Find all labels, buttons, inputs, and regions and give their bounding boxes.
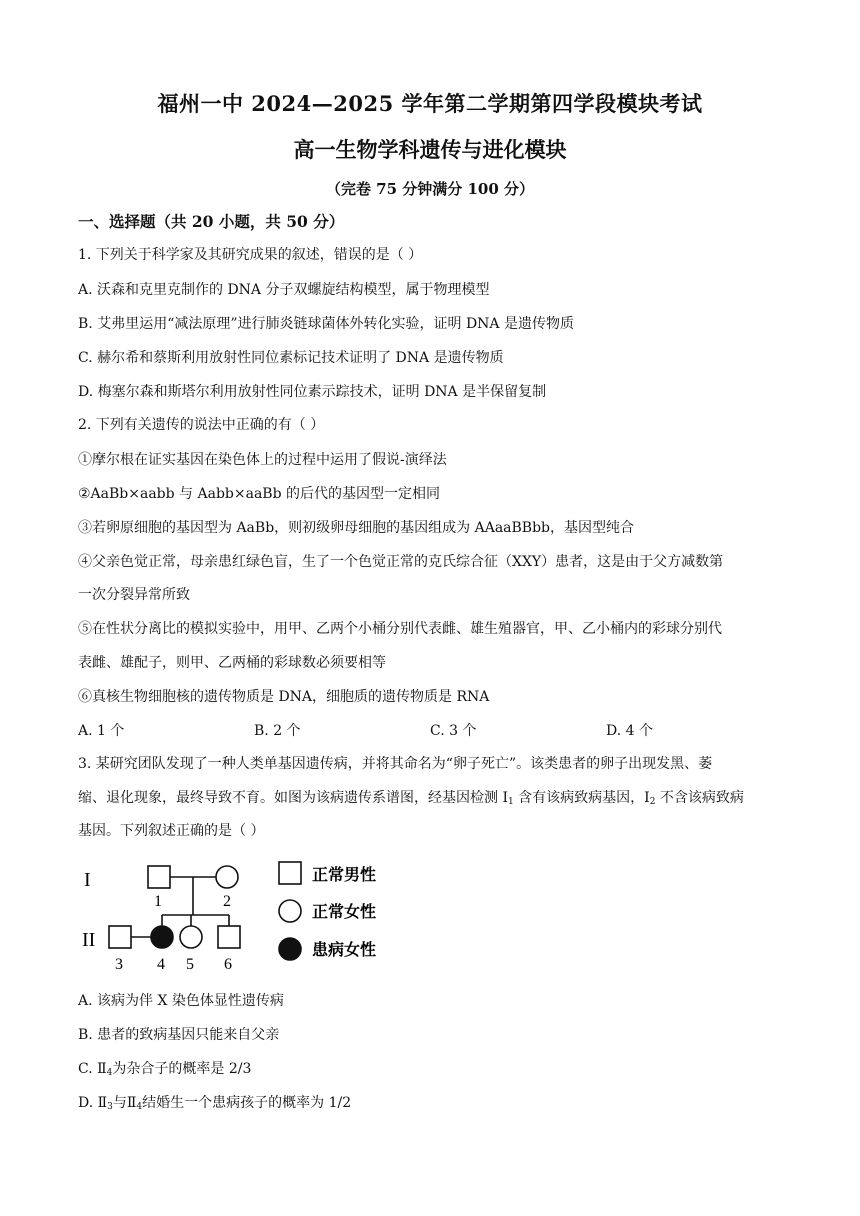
exam-subtitle: 高一生物学科遗传与进化模块 xyxy=(293,137,567,162)
q2-option-c: C. 3 个 xyxy=(430,723,477,739)
q2-statement-1: ①摩尔根在证实基因在染色体上的过程中运用了假说-演绎法 xyxy=(78,452,447,468)
q3-stem-line2: 缩、退化现象，最终导致不育。如图为该病遗传系谱图，经基因检测 $I_1$ 含有该病致病基因，$I_2$ 不含该病致病 xyxy=(78,790,744,807)
q3-stem-line3: 基因。下列叙述正确的是（ ） xyxy=(78,823,265,839)
exam-info: （完卷 75 分钟满分 100 分） xyxy=(325,180,535,198)
q2-stem: 2. 下列有关遗传的说法中正确的有（ ） xyxy=(78,417,325,433)
individual-II6-male xyxy=(218,926,240,948)
label-6: 6 xyxy=(224,956,232,973)
q1-option-d: D. 梅塞尔森和斯塔尔利用放射性同位素示踪技术，证明 DNA 是半保留复制 xyxy=(78,384,547,400)
pedigree-chart xyxy=(78,850,408,980)
exam-title: 福州一中 2024—2025 学年第二学期第四学段模块考试 xyxy=(157,91,703,116)
individual-I1-male xyxy=(148,866,170,888)
legend-female-label: 正常女性 xyxy=(312,904,377,921)
generation-1-label: I xyxy=(84,869,91,891)
label-1: 1 xyxy=(154,893,162,910)
individual-II4-affected-female xyxy=(151,926,173,948)
legend-affected-symbol xyxy=(279,938,301,960)
label-2: 2 xyxy=(223,893,231,910)
q2-option-d: D. 4 个 xyxy=(606,723,653,739)
legend-affected-label: 患病女性 xyxy=(312,942,377,959)
q2-option-a: A. 1 个 xyxy=(78,723,125,739)
q2-statement-2: ②AaBb×aabb 与 Aabb×aaBb 的后代的基因型一定相同 xyxy=(78,486,441,502)
q2-statement-5-line2: 表雌、雄配子，则甲、乙两桶的彩球数必须要相等 xyxy=(78,655,386,671)
q3-stem-line1: 3. 某研究团队发现了一种人类单基因遗传病，并将其命名为“卵子死亡”。该类患者的卵子出现发黑、萎 xyxy=(78,756,713,772)
individual-II3-male xyxy=(109,926,131,948)
q2-statement-3: ③若卵原细胞的基因型为 AaBb，则初级卵母细胞的基因组成为 AAaaBBbb，基因型纯合 xyxy=(78,520,635,536)
label-5: 5 xyxy=(186,956,194,973)
legend-male-symbol xyxy=(279,862,301,884)
label-3: 3 xyxy=(115,956,123,973)
q3-option-c: C. $Ⅱ_4$为杂合子的概率是 2/3 xyxy=(78,1061,252,1078)
q3-option-d: D. $Ⅱ_3$与$Ⅱ_4$结婚生一个患病孩子的概率为 1/2 xyxy=(78,1095,352,1112)
q3-option-a: A. 该病为伴 X 染色体显性遗传病 xyxy=(78,993,284,1009)
generation-2-label: II xyxy=(82,929,96,951)
q2-statement-4-line2: 一次分裂异常所致 xyxy=(78,587,190,603)
q3-option-b: B. 患者的致病基因只能来自父亲 xyxy=(78,1027,280,1043)
section-heading: 一、选择题（共 20 小题，共 50 分） xyxy=(78,212,345,231)
q1-stem: 1. 下列关于科学家及其研究成果的叙述，错误的是（ ） xyxy=(78,247,423,263)
q1-option-c: C. 赫尔希和蔡斯利用放射性同位素标记技术证明了 DNA 是遗传物质 xyxy=(78,350,504,366)
individual-I2-female xyxy=(216,866,238,888)
q2-option-b: B. 2 个 xyxy=(254,723,301,739)
q1-option-a: A. 沃森和克里克制作的 DNA 分子双螺旋结构模型，属于物理模型 xyxy=(78,282,490,298)
label-4: 4 xyxy=(157,956,165,973)
q2-statement-5-line1: ⑤在性状分离比的模拟实验中，用甲、乙两个小桶分别代表雌、雄生殖器官，甲、乙小桶内的彩球分别代 xyxy=(78,621,722,637)
individual-II5-female xyxy=(180,926,202,948)
q2-statement-6: ⑥真核生物细胞核的遗传物质是 DNA，细胞质的遗传物质是 RNA xyxy=(78,689,490,705)
legend-female-symbol xyxy=(279,900,301,922)
q1-option-b: B. 艾弗里运用“减法原理”进行肺炎链球菌体外转化实验，证明 DNA 是遗传物质 xyxy=(78,316,574,332)
q2-statement-4-line1: ④父亲色觉正常，母亲患红绿色盲，生了一个色觉正常的克氏综合征（XXY）患者，这是由于父方减数第 xyxy=(78,554,724,570)
legend-male-label: 正常男性 xyxy=(312,867,377,884)
